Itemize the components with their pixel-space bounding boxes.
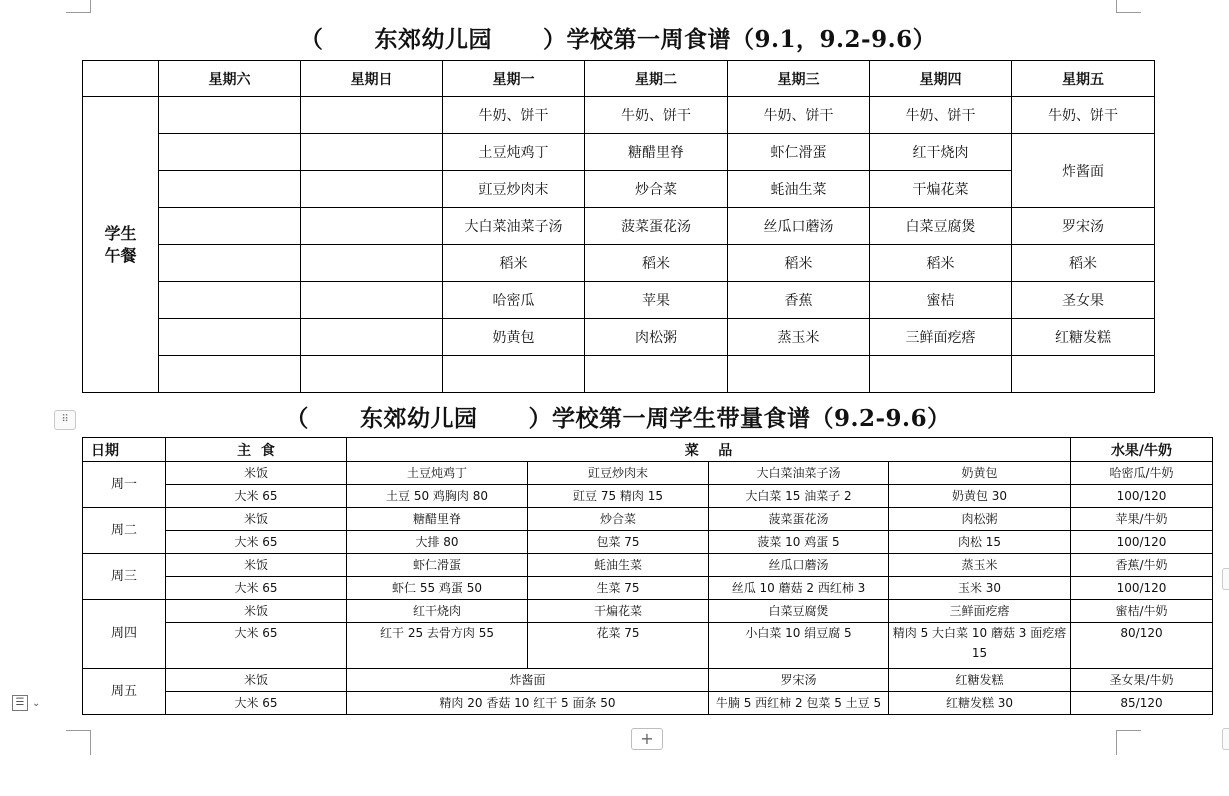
table-header-row: [83, 438, 1213, 462]
menu-cell: 肉松粥: [585, 319, 728, 356]
menu-cell: [443, 356, 585, 393]
dish-cell: 蒸玉米: [889, 554, 1071, 577]
day-header: 星期五: [1012, 61, 1155, 97]
day-header: 星期二: [585, 61, 728, 97]
menu-cell: [585, 356, 728, 393]
quantity-cell: 花菜 75: [528, 623, 709, 669]
dish-cell: 虾仁滑蛋: [347, 554, 528, 577]
quantity-cell: 小白菜 10 绢豆腐 5: [709, 623, 889, 669]
menu-cell: 红干烧肉: [870, 134, 1012, 171]
quantity-cell: 菠菜 10 鸡蛋 5: [709, 531, 889, 554]
menu-cell: [159, 134, 301, 171]
weekly-menu-table: [82, 60, 1155, 393]
quantity-cell: 豇豆 75 精肉 15: [528, 485, 709, 508]
menu-cell: [159, 282, 301, 319]
dishes-header: [347, 438, 1071, 462]
quantity-cell: 包菜 75: [528, 531, 709, 554]
dish-cell: 白菜豆腐煲: [709, 600, 889, 623]
dish-cell: 土豆炖鸡丁: [347, 462, 528, 485]
side-panel-tab[interactable]: [1222, 568, 1229, 590]
table-row: [83, 245, 1155, 282]
dish-cell: 丝瓜口蘑汤: [709, 554, 889, 577]
quantity-cell: 100/120: [1071, 531, 1213, 554]
table-row: [83, 531, 1213, 554]
staple-cell: 米饭: [166, 462, 347, 485]
day-header: 星期日: [301, 61, 443, 97]
menu-cell: [159, 171, 301, 208]
table-row: [83, 508, 1213, 531]
quantity-cell: 100/120: [1071, 485, 1213, 508]
menu-cell: 牛奶、饼干: [870, 97, 1012, 134]
quantity-cell: 玉米 30: [889, 577, 1071, 600]
day-header: 星期六: [159, 61, 301, 97]
menu-cell: 蜜桔: [870, 282, 1012, 319]
quantity-cell: 虾仁 55 鸡蛋 50: [347, 577, 528, 600]
quantity-cell: 85/120: [1071, 692, 1213, 715]
table-row: [83, 623, 1213, 669]
menu-cell: [728, 356, 870, 393]
day-cell: 周一: [83, 462, 166, 508]
quantity-menu-table: [82, 437, 1213, 715]
menu-cell: [301, 134, 443, 171]
table-header-row: [83, 61, 1155, 97]
lunch-label: [83, 97, 159, 393]
menu-cell: 蒸玉米: [728, 319, 870, 356]
table-row: [83, 485, 1213, 508]
menu-cell: 稻米: [585, 245, 728, 282]
staple-header-text: 主 食: [237, 442, 275, 459]
table-row: [83, 282, 1155, 319]
table-row: [83, 319, 1155, 356]
day-cell: 周五: [83, 669, 166, 715]
staple-cell: 米饭: [166, 669, 347, 692]
side-panel-tab[interactable]: [1222, 728, 1229, 750]
lunch-label-text: 学生 午餐: [104, 223, 137, 265]
table-move-handle-icon[interactable]: ⠿: [54, 410, 76, 430]
menu-cell: [159, 97, 301, 134]
menu-cell: [301, 208, 443, 245]
table-row: [83, 554, 1213, 577]
menu-cell: [301, 171, 443, 208]
menu-cell: [870, 356, 1012, 393]
menu-cell: 三鲜面疙瘩: [870, 319, 1012, 356]
quantity-cell: 丝瓜 10 蘑菇 2 西红柿 3: [709, 577, 889, 600]
dish-cell: 奶黄包: [889, 462, 1071, 485]
menu-cell: [159, 319, 301, 356]
page-corner-mark: [1116, 0, 1141, 13]
menu-cell: 稻米: [1012, 245, 1155, 282]
menu-cell: 苹果: [585, 282, 728, 319]
dish-cell: 豇豆炒肉末: [528, 462, 709, 485]
staple-cell: 米饭: [166, 600, 347, 623]
day-header: 星期一: [443, 61, 585, 97]
dish-cell: 炸酱面: [347, 669, 709, 692]
paragraph-icon: ☰: [12, 695, 28, 711]
fruit-cell: 蜜桔/牛奶: [1071, 600, 1213, 623]
menu-cell: 罗宋汤: [1012, 208, 1155, 245]
quantity-cell: 肉松 15: [889, 531, 1071, 554]
dish-cell: 三鲜面疙瘩: [889, 600, 1071, 623]
day-cell: 周三: [83, 554, 166, 600]
menu-cell: 炒合菜: [585, 171, 728, 208]
menu-cell: 稻米: [870, 245, 1012, 282]
quantity-cell: 大米 65: [166, 623, 347, 669]
quantity-cell: 100/120: [1071, 577, 1213, 600]
menu-cell: 稻米: [443, 245, 585, 282]
staple-cell: 米饭: [166, 508, 347, 531]
dish-cell: 红干烧肉: [347, 600, 528, 623]
dish-cell: 罗宋汤: [709, 669, 889, 692]
menu-cell: [1012, 356, 1155, 393]
menu-cell: 牛奶、饼干: [1012, 97, 1155, 134]
dish-cell: 菠菜蛋花汤: [709, 508, 889, 531]
menu-cell: 蚝油生菜: [728, 171, 870, 208]
menu-cell: 炸酱面: [1012, 134, 1155, 208]
menu-cell: [301, 356, 443, 393]
quantity-cell: 精肉 5 大白菜 10 蘑菇 3 面疙瘩 15: [889, 623, 1071, 669]
paragraph-tool-button[interactable]: [12, 695, 48, 717]
quantity-cell: 生菜 75: [528, 577, 709, 600]
quantity-cell: 大白菜 15 油菜子 2: [709, 485, 889, 508]
table-row: [83, 577, 1213, 600]
quantity-cell: 土豆 50 鸡胸肉 80: [347, 485, 528, 508]
menu-cell: [159, 356, 301, 393]
table-row: [83, 692, 1213, 715]
quantity-cell: 精肉 20 香菇 10 红干 5 面条 50: [347, 692, 709, 715]
table-row: [83, 171, 1155, 208]
menu-cell: [301, 245, 443, 282]
quantity-cell: 牛腩 5 西红柿 2 包菜 5 土豆 5: [709, 692, 889, 715]
menu-cell: [301, 319, 443, 356]
menu-cell: 白菜豆腐煲: [870, 208, 1012, 245]
quantity-cell: 红干 25 去骨方肉 55: [347, 623, 528, 669]
quantity-cell: 80/120: [1071, 623, 1213, 669]
table-row: [83, 462, 1213, 485]
menu-cell: 土豆炖鸡丁: [443, 134, 585, 171]
staple-header: [166, 438, 347, 462]
dish-cell: 炒合菜: [528, 508, 709, 531]
quantity-cell: 大米 65: [166, 485, 347, 508]
page-corner-mark: [66, 730, 91, 755]
quantity-cell: 大排 80: [347, 531, 528, 554]
quantity-cell: 大米 65: [166, 692, 347, 715]
date-header: 日期: [83, 438, 166, 462]
chevron-down-icon: ⌄: [32, 697, 41, 709]
day-cell: 周二: [83, 508, 166, 554]
menu-cell: 稻米: [728, 245, 870, 282]
menu-cell: 奶黄包: [443, 319, 585, 356]
menu-cell: 牛奶、饼干: [585, 97, 728, 134]
menu-cell: 干煸花菜: [870, 171, 1012, 208]
dish-cell: 肉松粥: [889, 508, 1071, 531]
menu-cell: 大白菜油菜子汤: [443, 208, 585, 245]
quantity-cell: 大米 65: [166, 531, 347, 554]
menu-cell: [159, 208, 301, 245]
table-row: [83, 134, 1155, 171]
dish-cell: 蚝油生菜: [528, 554, 709, 577]
fruit-cell: 哈密瓜/牛奶: [1071, 462, 1213, 485]
dish-cell: 大白菜油菜子汤: [709, 462, 889, 485]
table-row: [83, 669, 1213, 692]
day-cell: 周四: [83, 600, 166, 669]
staple-cell: 米饭: [166, 554, 347, 577]
fruit-cell: 香蕉/牛奶: [1071, 554, 1213, 577]
table-row: [83, 600, 1213, 623]
quantity-cell: 奶黄包 30: [889, 485, 1071, 508]
fruit-header: 水果/牛奶: [1071, 438, 1213, 462]
fruit-cell: 苹果/牛奶: [1071, 508, 1213, 531]
menu-title: （ 东郊幼儿园 ）学校第一周食谱（9.1，9.2-9.6）: [299, 26, 937, 53]
menu-cell: 牛奶、饼干: [728, 97, 870, 134]
page-corner-mark: [1116, 730, 1141, 755]
menu-cell: 红糖发糕: [1012, 319, 1155, 356]
menu-cell: 虾仁滑蛋: [728, 134, 870, 171]
menu-cell: [301, 97, 443, 134]
quantity-cell: 红糖发糕 30: [889, 692, 1071, 715]
quantity-menu-title: （ 东郊幼儿园 ）学校第一周学生带量食谱（9.2-9.6）: [285, 405, 951, 432]
menu-cell: [301, 282, 443, 319]
menu-cell: 菠菜蛋花汤: [585, 208, 728, 245]
table-row: [83, 208, 1155, 245]
menu-cell: 哈密瓜: [443, 282, 585, 319]
table-row: [83, 356, 1155, 393]
menu-cell: 圣女果: [1012, 282, 1155, 319]
menu-cell: 糖醋里脊: [585, 134, 728, 171]
menu-cell: 牛奶、饼干: [443, 97, 585, 134]
day-header: 星期三: [728, 61, 870, 97]
add-row-button[interactable]: +: [631, 728, 663, 750]
day-header: 星期四: [870, 61, 1012, 97]
dish-cell: 干煸花菜: [528, 600, 709, 623]
menu-cell: 香蕉: [728, 282, 870, 319]
corner-cell: [83, 61, 159, 97]
dish-cell: 糖醋里脊: [347, 508, 528, 531]
menu-cell: [159, 245, 301, 282]
menu-cell: 丝瓜口蘑汤: [728, 208, 870, 245]
table-row: [83, 97, 1155, 134]
quantity-cell: 大米 65: [166, 577, 347, 600]
menu-cell: 豇豆炒肉末: [443, 171, 585, 208]
page-corner-mark: [66, 0, 91, 13]
dishes-header-text: 菜 品: [684, 442, 733, 459]
fruit-cell: 圣女果/牛奶: [1071, 669, 1213, 692]
dish-cell: 红糖发糕: [889, 669, 1071, 692]
